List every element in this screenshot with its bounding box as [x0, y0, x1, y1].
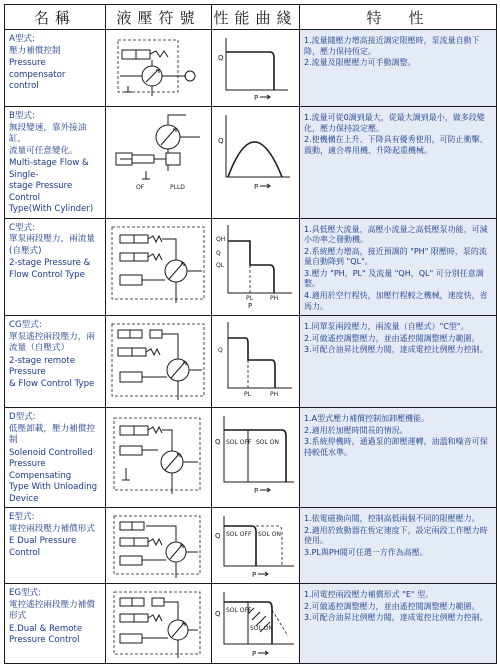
spec-table — [4, 4, 497, 664]
features-cell — [300, 30, 497, 107]
symbol-label-pilot: PLLD — [170, 184, 185, 191]
table-row — [5, 584, 497, 664]
name-line: stage Pressure Control — [9, 181, 73, 203]
feature-item: 1.同電控兩段壓力補償形式 "E" 型。 — [304, 590, 434, 600]
curve-label-sol-on: SOL ON — [258, 531, 281, 539]
performance-curve-chart — [212, 408, 298, 500]
feature-item: 1.依電磁換向閥，控制高低兩個不同的限壓壓力。 — [304, 514, 480, 524]
performance-curve — [212, 218, 300, 316]
axis-label-p: P — [252, 650, 257, 659]
feature-item: 2.可做遙控調整壓力，並由遙控閥調整壓力範圍。 — [304, 333, 480, 343]
performance-curve-chart — [212, 316, 298, 406]
name-line: Multi-stage Flow & Single- — [9, 158, 89, 180]
hydraulic-symbol — [106, 584, 212, 664]
features-cell — [300, 218, 497, 316]
performance-curve-chart — [212, 508, 298, 582]
header-features: 特 性 — [300, 5, 497, 30]
performance-curve — [212, 107, 300, 219]
header-name: 名稱 — [5, 5, 106, 30]
feature-item: 3.系統停機時，通過泵的卸壓運轉，油溫和噪音可保持較低水準。 — [304, 437, 488, 458]
performance-curve — [212, 408, 300, 508]
performance-curve-chart — [212, 584, 298, 662]
axis-label-p: P — [254, 94, 259, 102]
axis-label-ql: QL — [216, 261, 225, 269]
row-name — [5, 316, 106, 408]
performance-curve-chart — [212, 30, 298, 105]
header-curve: 性能曲綫 — [212, 5, 300, 30]
curve-label-sol-on: SOL ON — [250, 625, 273, 633]
name-line: Type With Unloading — [9, 482, 98, 493]
feature-item: 4.適用於空行程快，加壓行程較之機械，速度快，省馬力。 — [304, 291, 488, 311]
hydraulic-symbol-diagram — [106, 316, 210, 406]
feature-item: 2.可做遙控調整壓力，並由遙控閥調整壓力範圍。 — [304, 601, 480, 611]
curve-label-sol-off: SOL OFF — [226, 439, 252, 447]
axis-label-p: P — [252, 571, 257, 580]
table-row — [5, 316, 497, 408]
feature-item: 1.流量隨壓力增高接近調定限壓時，泵流量自動下降，壓力保持恆定。 — [304, 36, 480, 56]
axis-label-q: Q — [215, 532, 221, 541]
name-line: control — [9, 81, 39, 91]
name-line: 流量（自壓式） — [9, 343, 70, 354]
features-cell — [300, 408, 497, 508]
axis-label-p: P — [254, 183, 259, 191]
name-line: Pressure Compensating — [9, 459, 72, 481]
name-line: 壓力補償控制 — [9, 45, 61, 56]
table-row — [5, 107, 497, 219]
hydraulic-symbol-diagram — [106, 508, 210, 582]
name-line: D型式: — [9, 412, 36, 423]
name-line: 2-stage remote Pressure — [9, 355, 76, 378]
table-row — [5, 218, 497, 316]
performance-curve-chart — [212, 219, 298, 310]
name-line: E Dual Pressure Control — [9, 536, 77, 558]
axis-label-ph: PH — [270, 294, 279, 302]
feature-item: 2.適用於致動器在恆定速度下，設定兩段工作壓力時使用。 — [304, 525, 488, 546]
row-name — [5, 508, 106, 584]
hydraulic-symbol — [106, 316, 212, 408]
performance-curve — [212, 316, 300, 408]
feature-item: 2.使機構在上升、下降具有優秀使用，可防止衝擊、震動，適合專用機、升降起重機械。 — [304, 135, 488, 155]
axis-label-q: Q — [218, 54, 224, 62]
axis-label-q: Q — [215, 438, 221, 447]
name-line: 低壓卸載，壓力補償控制 — [9, 423, 95, 446]
feature-item: 3.可配合油昇比例壓力閥，達成電控比例壓力控制。 — [304, 613, 488, 623]
hydraulic-symbol — [106, 508, 212, 584]
feature-item: 1.具低壓大流量，高壓小流量之高低壓泵功能，可減小功率之發動機。 — [304, 224, 488, 245]
axis-label-ph: PH — [270, 391, 279, 399]
hydraulic-symbol — [106, 107, 212, 219]
features-cell — [300, 316, 497, 408]
name-line: Pressure compensator — [9, 58, 66, 80]
name-line: 2-stage Pressure & — [9, 258, 91, 268]
name-line: 電控遙控兩段壓力補償 — [9, 599, 95, 610]
name-line: A型式: — [9, 34, 35, 44]
feature-item: 2.系統壓力增高，接近預調的 "PH" 限壓時，泵的流量自動降到 "QL"。 — [304, 246, 487, 267]
axis-label-pl: PL — [244, 391, 251, 399]
name-line: 單泵遙控兩段壓力，兩 — [9, 331, 95, 342]
name-line: Pressure Control — [9, 635, 80, 646]
features-cell — [300, 107, 497, 219]
name-line: 無段變速，靠外接油缸， — [9, 122, 87, 144]
axis-label-p: P — [248, 301, 253, 310]
curve-label-sol-off: SOL OFF — [226, 531, 252, 539]
name-line: C型式: — [9, 222, 36, 233]
header-symbol: 液壓符號 — [106, 5, 212, 30]
features-cell — [300, 508, 497, 584]
hydraulic-symbol-diagram — [106, 107, 210, 195]
row-name — [5, 408, 106, 508]
name-line: (自壓式) — [9, 245, 42, 256]
table-row — [5, 30, 497, 107]
name-line: 電控兩段壓力補償形式 — [9, 523, 95, 534]
name-line: Flow Control Type — [9, 269, 85, 280]
symbol-label-off: OF — [136, 184, 145, 191]
feature-item: 2.適用於加壓時間長的情況。 — [304, 425, 408, 435]
performance-curve — [212, 30, 300, 107]
hydraulic-symbol-diagram — [106, 30, 210, 105]
name-line: B型式: — [9, 111, 35, 121]
axis-label-q: Q — [216, 249, 221, 257]
axis-label-q: Q — [215, 610, 221, 619]
name-line: Device — [9, 493, 39, 504]
feature-item: 1.流量可從0調到最大，從最大調到最小，做多段變化，壓力保持設定壓。 — [304, 113, 485, 133]
axis-label-q: Q — [218, 347, 223, 355]
axis-label-qh: QH — [216, 235, 226, 243]
row-name — [5, 107, 106, 219]
feature-item: 3.PL與PH閥可任選一方作為高壓。 — [304, 548, 428, 558]
feature-item: 3.壓力 "PH，PL" 及流量 "QH，QL" 可分別任意調整。 — [304, 268, 484, 289]
name-line: 單泵兩段壓力，兩流量 — [9, 234, 95, 244]
feature-item: 1.A型式壓力補償控制加卸壓機能。 — [304, 414, 430, 424]
hydraulic-symbol — [106, 218, 212, 316]
name-line: & Flow Control Type — [9, 378, 95, 389]
axis-label-p: P — [254, 487, 259, 496]
name-line: Type(With Cylinder) — [9, 204, 94, 214]
table-row — [5, 408, 497, 508]
name-line: Solenoid Controlled — [9, 447, 93, 458]
hydraulic-symbol — [106, 30, 212, 107]
row-name — [5, 218, 106, 316]
curve-label-sol-off: SOL OFF — [226, 607, 252, 615]
name-line: 流量可任意變化。 — [9, 145, 78, 156]
axis-label-q: Q — [218, 137, 224, 145]
name-line: CG型式: — [9, 320, 42, 331]
name-line: E型式: — [9, 512, 35, 523]
hydraulic-symbol — [106, 408, 212, 508]
row-name — [5, 30, 106, 107]
feature-item: 3.可配合油昇比例壓力閥，達成電控比例壓力控制。 — [304, 345, 488, 355]
row-name — [5, 584, 106, 664]
table-row — [5, 508, 497, 584]
performance-curve — [212, 584, 300, 664]
name-line: E.Dual & Remote — [9, 623, 83, 634]
features-cell — [300, 584, 497, 664]
hydraulic-symbol-diagram — [106, 219, 210, 310]
axis-label-pl: PL — [246, 294, 253, 302]
performance-curve-chart — [212, 107, 298, 195]
name-line: 形式 — [9, 611, 27, 622]
header-row — [5, 5, 497, 30]
name-line: EG型式: — [9, 588, 42, 599]
hydraulic-symbol-diagram — [106, 584, 210, 662]
curve-label-sol-on: SOL ON — [256, 439, 279, 447]
performance-curve — [212, 508, 300, 584]
feature-item: 1.同單泵兩段壓力，兩流量（自壓式）"C型"。 — [304, 322, 469, 332]
hydraulic-symbol-diagram — [106, 408, 210, 500]
feature-item: 2.流量及限壓壓力可手動調整。 — [304, 58, 416, 68]
